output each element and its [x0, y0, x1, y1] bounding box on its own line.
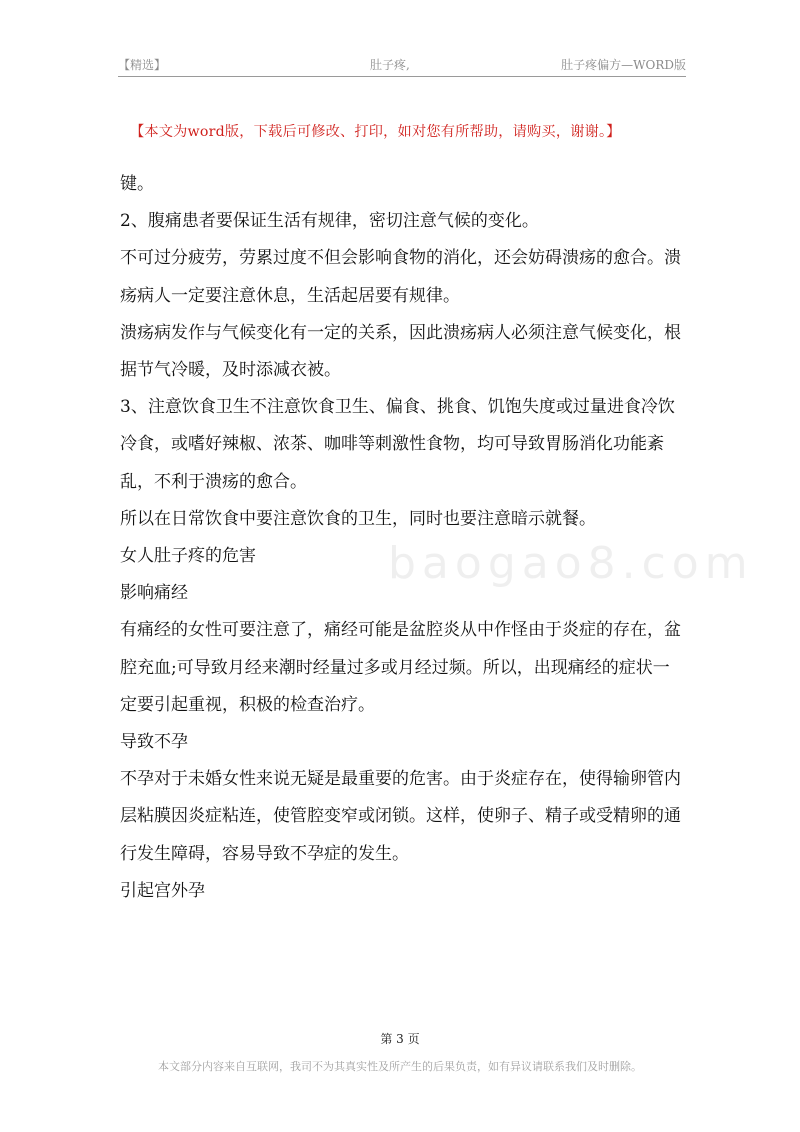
header-center-text: 肚子疼, [370, 58, 410, 72]
document-body [120, 166, 682, 910]
paragraph: 2、腹痛患者要保证生活有规律，密切注意气候的变化。 [120, 211, 539, 232]
paragraph: 3、注意饮食卫生不注意饮食卫生、偏食、挑食、饥饱失度或过量进食冷饮冷食，或嗜好辣椒、浓茶、咖啡等刺激性食物，均可导致胃肠消化功能紊乱，不利于溃疡的愈合。 [120, 397, 675, 492]
paragraph: 不可过分疲劳，劳累过度不但会影响食物的消化，还会妨碍溃疡的愈合。溃疡病人一定要注意休息，生活起居要有规律。 [120, 248, 681, 306]
paragraph: 溃疡病发作与气候变化有一定的关系，因此溃疡病人必须注意气候变化，根据节气冷暖，及时添减衣被。 [120, 322, 681, 381]
paragraph: 不孕对于未婚女性来说无疑是最重要的危害。由于炎症存在，使得输卵管内层粘膜因炎症粘连，使管腔变窄或闭锁。这样，使卵子、精子或受精卵的通行发生障碍，容易导致不孕症的发生。 [120, 769, 681, 864]
paragraph: 有痛经的女性可要注意了，痛经可能是盆腔炎从中作怪由于炎症的存在，盆腔充血;可导致月经来潮时经量过多或月经过频。所以，出现痛经的症状一定要引起重视，积极的检查治疗。 [120, 620, 681, 715]
paragraph: 键。 [120, 174, 154, 194]
page-header [118, 56, 686, 77]
subheading: 引起宫外孕 [120, 880, 205, 901]
page-number: 第 3 页 [380, 1032, 420, 1046]
paragraph: 所以在日常饮食中要注意饮食的卫生，同时也要注意暗示就餐。 [120, 508, 596, 529]
subheading: 影响痛经 [120, 583, 188, 604]
header-left-text: 【精选】 [118, 58, 167, 72]
header-right-text: 肚子疼偏方—WORD版 [561, 58, 686, 72]
footer-disclaimer: 本文部分内容来自互联网，我司不为其真实性及所产生的后果负责，如有异议请联系我们及时删除。 [158, 1060, 642, 1073]
subheading: 导致不孕 [120, 732, 188, 753]
purchase-notice: 【本文为word版，下载后可修改、打印，如对您有所帮助，请购买，谢谢。】 [130, 124, 621, 140]
section-heading: 女人肚子疼的危害 [120, 546, 256, 567]
watermark-logo: baogao8.com [388, 538, 754, 589]
